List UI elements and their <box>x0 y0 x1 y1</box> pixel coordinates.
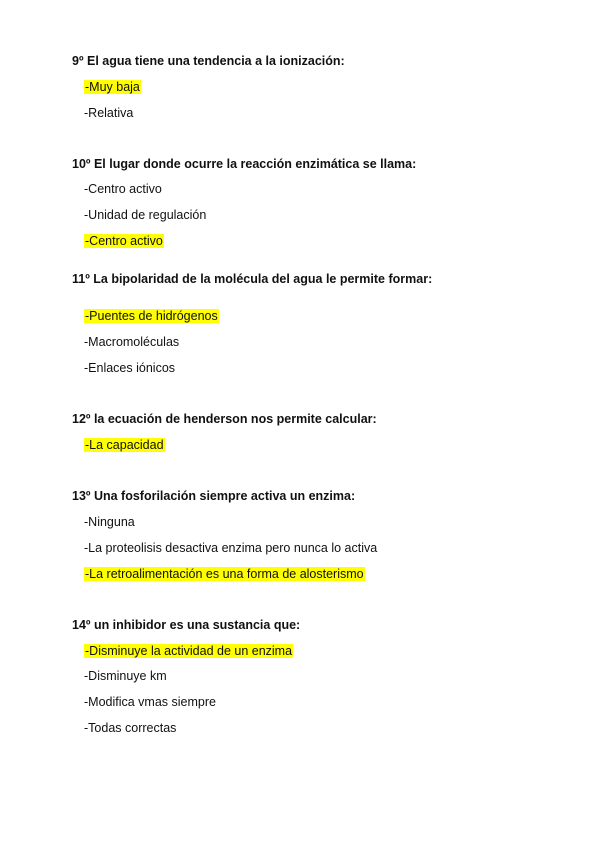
answer-highlight: -La capacidad <box>85 438 164 452</box>
question-11-option-3: -Enlaces iónicos <box>84 361 176 375</box>
question-13-option-1: -Ninguna <box>84 515 135 529</box>
question-10-title: 10º El lugar donde ocurre la reacción enzimática se llama: <box>72 157 417 171</box>
answer-highlight: -Muy baja <box>85 80 140 94</box>
answer-highlight: -Centro activo <box>85 234 163 248</box>
question-14-option-2: -Disminuye km <box>84 669 167 683</box>
question-14-option-3: -Modifica vmas siempre <box>84 695 216 709</box>
question-9-option-1 <box>84 79 141 95</box>
question-13-option-3 <box>84 566 365 582</box>
question-11-option-1 <box>84 308 219 324</box>
question-10-option-1: -Centro activo <box>84 182 162 196</box>
question-12-option-1 <box>84 437 165 453</box>
question-9-option-2: -Relativa <box>84 106 134 120</box>
question-14-option-4: -Todas correctas <box>84 721 177 735</box>
question-14-title: 14º un inhibidor es una sustancia que: <box>72 618 301 632</box>
question-10-option-2: -Unidad de regulación <box>84 208 207 222</box>
question-9-title: 9º El agua tiene una tendencia a la ionización: <box>72 54 345 68</box>
answer-highlight: -La retroalimentación es una forma de alosterismo <box>85 567 364 581</box>
question-13-title: 13º Una fosforilación siempre activa un enzima: <box>72 489 356 503</box>
question-10-option-3 <box>84 233 164 249</box>
question-11-title: 11º La bipolaridad de la molécula del agua le permite formar: <box>72 272 433 286</box>
question-11-option-2: -Macromoléculas <box>84 335 180 349</box>
question-14-option-1 <box>84 643 293 659</box>
answer-highlight: -Disminuye la actividad de un enzima <box>85 644 293 658</box>
question-12-title: 12º la ecuación de henderson nos permite calcular: <box>72 412 377 426</box>
question-13-option-2: -La proteolisis desactiva enzima pero nunca lo activa <box>84 541 378 555</box>
answer-highlight: -Puentes de hidrógenos <box>85 309 218 323</box>
